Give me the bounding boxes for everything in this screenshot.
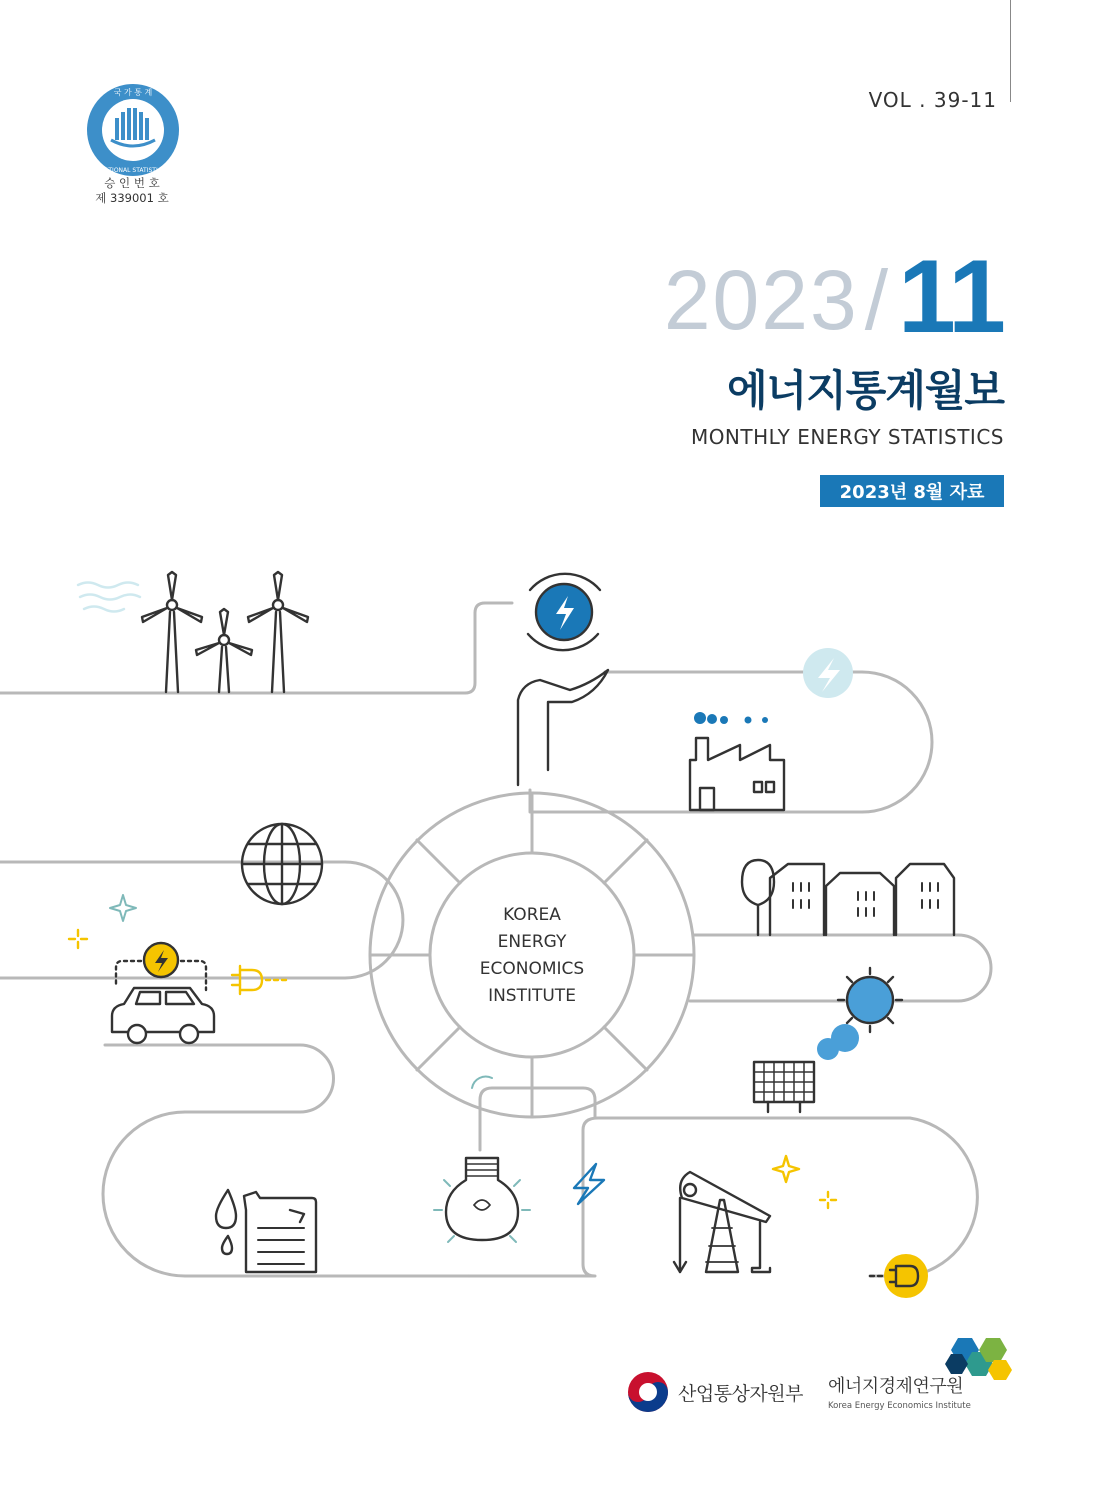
institute-logo [828, 1372, 971, 1411]
wind-turbines-icon [78, 572, 308, 692]
houses-icon [742, 860, 954, 935]
ministry-logo [626, 1370, 803, 1414]
power-plug-icon [870, 1254, 928, 1298]
hub-label-line-1: KOREA [503, 905, 561, 925]
hub-label-line-4: INSTITUTE [488, 986, 576, 1006]
ministry-name: 산업통상자원부 [678, 1382, 803, 1405]
solar-panel-icon [754, 1062, 814, 1112]
institute-name-en: Korea Energy Economics Institute [828, 1401, 971, 1411]
plug-icon [232, 966, 286, 994]
seal-approval-label: 승 인 번 호 [104, 176, 160, 190]
globe-icon [242, 824, 322, 904]
report-title-en: MONTHLY ENERGY STATISTICS [690, 425, 1004, 449]
hand-icon [518, 670, 608, 785]
hub-label-line-2: ENERGY [497, 932, 567, 952]
issue-date [663, 232, 1004, 355]
issue-slash: / [864, 253, 889, 347]
light-bulb-icon [434, 1077, 530, 1242]
issue-month: 11 [898, 238, 1004, 355]
hub-label-line-3: ECONOMICS [479, 959, 585, 979]
taegeuk-emblem-icon [626, 1370, 670, 1414]
national-statistics-seal [85, 82, 181, 178]
seal-arc-top-text: 국 가 통 계 [113, 88, 153, 97]
seal-approval-number: 제 339001 호 [95, 191, 169, 205]
energy-cycle-icon [528, 574, 600, 650]
sparkle-icon [110, 895, 136, 921]
sun-icon [817, 968, 902, 1060]
report-title-ko: 에너지통계월보 [726, 366, 1004, 415]
lightning-bolt-icon [574, 1164, 604, 1204]
hub-label [430, 902, 634, 1010]
data-period-badge: 2023년 8월 자료 [820, 475, 1004, 507]
lightning-badge-icon [803, 648, 853, 698]
seal-arc-bottom-text: NATIONAL STATISTICS [100, 167, 166, 174]
institute-name-ko: 에너지경제연구원 [828, 1376, 964, 1397]
oil-canister-icon [216, 1190, 316, 1272]
edge-divider [1010, 0, 1011, 102]
volume-number: VOL . 39-11 [868, 88, 997, 112]
oil-pumpjack-icon [674, 1172, 770, 1272]
factory-icon [690, 712, 784, 810]
electric-car-icon [112, 943, 214, 1043]
issue-year: 2023 [663, 253, 859, 347]
seal-approval [72, 176, 192, 206]
